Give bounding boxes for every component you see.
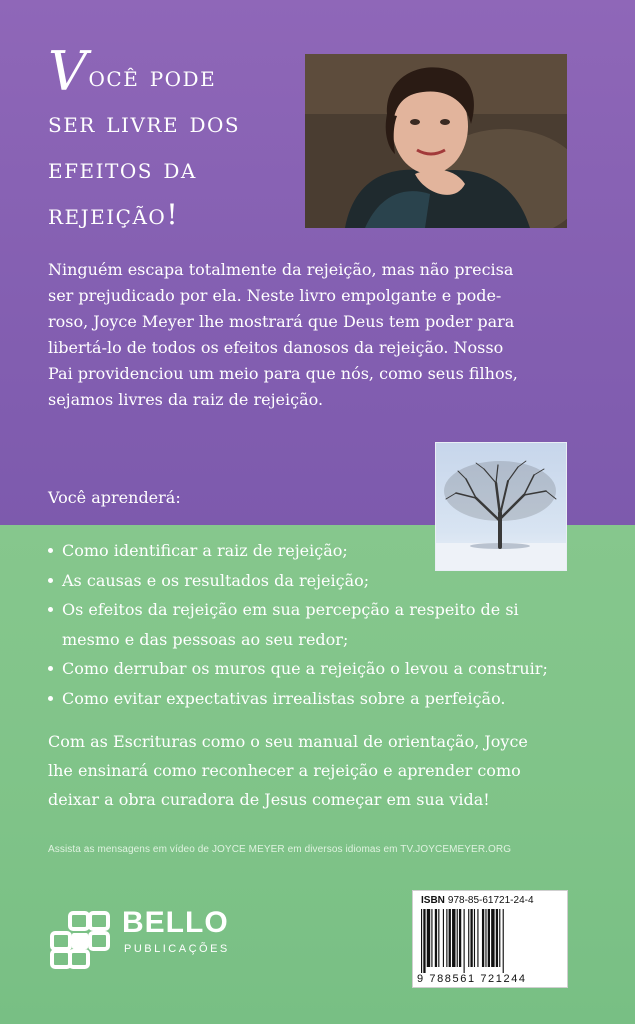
headline-drop-cap: V (48, 40, 89, 103)
bullet-dot-icon (48, 666, 53, 671)
publisher-name: BELLO (122, 906, 229, 939)
headline-line-1 (48, 40, 293, 103)
closing-line: lhe ensinará como reconhecer a rejeição e aprender como (48, 761, 521, 780)
bullet-dot-icon (48, 696, 53, 701)
publisher-logo (48, 903, 248, 973)
description-line: ser prejudicado por ela. Neste livro empolgante e pode- (48, 286, 502, 305)
description-line: roso, Joyce Meyer lhe mostrará que Deus tem poder para (48, 312, 515, 331)
learning-bullet-list (48, 536, 588, 713)
isbn-text (421, 895, 534, 906)
bullet-dot-icon (48, 578, 53, 583)
bullet-dot-icon (48, 548, 53, 553)
closing-line: deixar a obra curadora de Jesus começar em sua vida! (48, 790, 490, 809)
description-paragraph (48, 257, 588, 413)
bullet-item (48, 654, 588, 684)
bullet-text: Como derrubar os muros que a rejeição o levou a construir; (62, 659, 548, 678)
closing-line: Com as Escrituras como o seu manual de orientação, Joyce (48, 732, 528, 751)
isbn-barcode (412, 890, 568, 988)
bullet-text: Os efeitos da rejeição em sua percepção a respeito de si (62, 600, 519, 619)
learn-heading: Você aprenderá: (48, 488, 181, 507)
description-line: Pai providenciou um meio para que nós, como seus filhos, (48, 364, 518, 383)
closing-paragraph (48, 727, 588, 814)
headline-line-1-rest: ocê pode (88, 60, 217, 93)
isbn-number: 978-85-61721-24-4 (447, 895, 534, 906)
description-line: libertá-lo de todos os efeitos danosos da rejeição. Nosso (48, 338, 504, 357)
bullet-text: Como evitar expectativas irrealistas sobre a perfeição. (62, 688, 506, 708)
headline-line-3: efeitos da (48, 152, 197, 185)
barcode-digits: 9 788561 721244 (417, 973, 527, 985)
bullet-continuation (48, 625, 588, 655)
description-line: Ninguém escapa totalmente da rejeição, mas não precisa (48, 260, 514, 279)
author-portrait-illustration (305, 54, 567, 228)
publisher-subtitle: PUBLICAÇÕES (124, 943, 230, 955)
bullet-text: Como identificar a raiz de rejeição; (62, 541, 348, 560)
barcode-bars-icon (421, 909, 559, 973)
description-line: sejamos livres da raiz de rejeição. (48, 390, 324, 409)
stacked-squares-logo-icon (48, 909, 114, 971)
headline (48, 40, 293, 238)
headline-line-2: ser livre dos (48, 106, 241, 139)
bullet-item (48, 566, 588, 596)
footer-note: Assista as mensagens em vídeo de JOYCE MEYER em diversos idiomas em TV.JOYCEMEYER.ORG (48, 844, 512, 855)
headline-line-4: rejeição! (48, 198, 180, 231)
isbn-label: ISBN (421, 895, 445, 906)
bullet-dot-icon (48, 607, 53, 612)
bullet-text: As causas e os resultados da rejeição; (62, 570, 370, 590)
bullet-item (48, 684, 588, 714)
bullet-item (48, 536, 588, 566)
author-photo (305, 54, 567, 228)
bullet-item (48, 595, 588, 625)
bullet-text: mesmo e das pessoas ao seu redor; (62, 629, 349, 649)
